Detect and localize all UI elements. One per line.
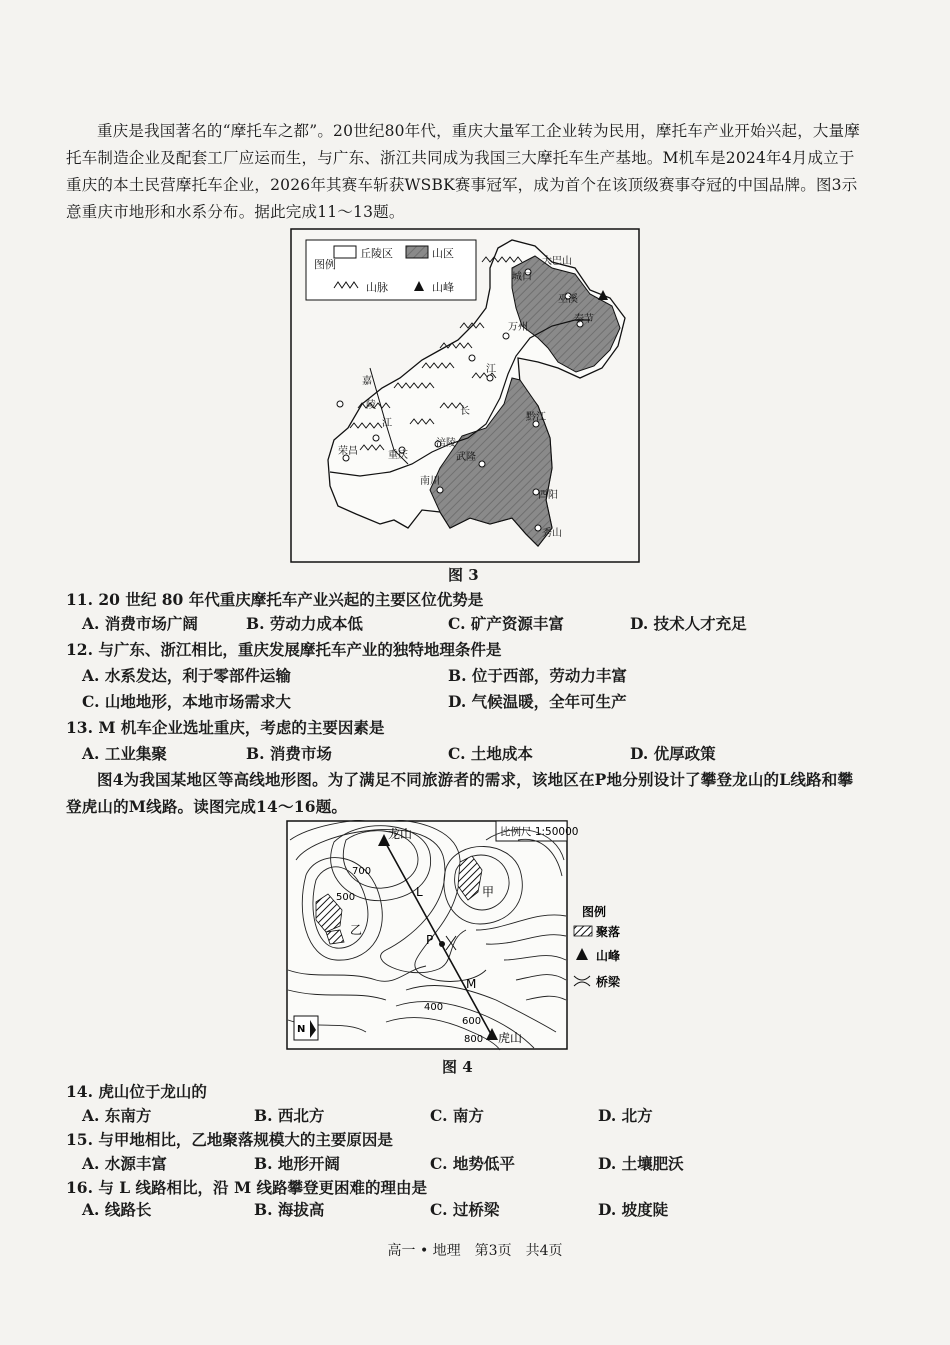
legend-mountain-area-label: 山区 [432, 247, 454, 260]
legend-peak-label-fig4: 山峰 [596, 949, 621, 963]
label-chengkou: 城口 [512, 272, 532, 283]
q15-option-a[interactable]: A. 水源丰富 [82, 1154, 167, 1173]
label-chongqing: 重庆 [388, 450, 408, 461]
figure4-legend-title: 图例 [582, 905, 607, 919]
legend-bridge-label: 桥梁 [596, 975, 621, 989]
label-jia: 嘉 [362, 376, 372, 387]
label-fuling: 涪陵 [436, 438, 456, 449]
q14-stem: 14. 虎山位于龙山的 [66, 1082, 207, 1101]
q12-option-b[interactable]: B. 位于西部，劳动力丰富 [448, 666, 627, 685]
q12-option-d[interactable]: D. 气候温暖，全年可生产 [448, 692, 627, 711]
q11-option-a[interactable]: A. 消费市场广阔 [82, 614, 198, 633]
contour-600: 600 [462, 1016, 482, 1027]
contour-400: 400 [424, 1002, 444, 1013]
label-wuxi: 巫溪 [558, 294, 578, 305]
q15-stem: 15. 与甲地相比，乙地聚落规模大的主要原因是 [66, 1130, 393, 1149]
contour-800: 800 [464, 1034, 484, 1045]
q13-option-b[interactable]: B. 消费市场 [246, 744, 332, 763]
q14-option-b[interactable]: B. 西北方 [254, 1106, 325, 1125]
figure4-legend [574, 904, 621, 989]
legend-settlement-label: 聚落 [596, 925, 621, 939]
q11-option-d[interactable]: D. 技术人才充足 [630, 614, 747, 633]
figure3-legend-title: 图例 [314, 258, 336, 271]
q13-stem: 13. M 机车企业选址重庆，考虑的主要因素是 [66, 718, 385, 737]
q16-option-c[interactable]: C. 过桥梁 [430, 1200, 500, 1219]
q13-option-d[interactable]: D. 优厚政策 [630, 744, 716, 763]
label-jia: 甲 [482, 885, 495, 899]
q15-option-c[interactable]: C. 地势低平 [430, 1154, 515, 1173]
label-route-m: M [466, 977, 477, 991]
figure3-caption: 图 3 [448, 566, 479, 584]
q12-option-a[interactable]: A. 水系发达，利于零部件运输 [82, 666, 291, 685]
figure4-scale: 比例尺 1:50000 [500, 826, 579, 838]
q14-option-c[interactable]: C. 南方 [430, 1106, 484, 1125]
label-fengjie: 奉节 [574, 314, 594, 325]
label-ling: 陵 [366, 400, 376, 411]
q16-option-d[interactable]: D. 坡度陡 [598, 1200, 669, 1219]
label-wulong: 武隆 [456, 452, 476, 463]
figure3-chongqing-map [290, 228, 640, 563]
q14-option-d[interactable]: D. 北方 [598, 1106, 653, 1125]
q12-stem: 12. 与广东、浙江相比，重庆发展摩托车产业的独特地理条件是 [66, 640, 502, 659]
q15-option-d[interactable]: D. 土壤肥沃 [598, 1154, 684, 1173]
legend-peak-label: 山峰 [432, 281, 454, 294]
label-xiushan: 秀山 [542, 528, 562, 539]
legend-hill-label: 丘陵区 [360, 247, 393, 260]
north-arrow-label: N [297, 1024, 306, 1035]
q11-stem: 11. 20 世纪 80 年代重庆摩托车产业兴起的主要区位优势是 [66, 590, 484, 609]
contour-700: 700 [352, 866, 372, 877]
label-qianjiang: 黔江 [526, 412, 546, 423]
q16-option-a[interactable]: A. 线路长 [82, 1200, 152, 1219]
label-wanzhou: 万州 [508, 322, 528, 333]
label-rongchang: 荣昌 [338, 446, 358, 457]
label-dabashan: 大巴山 [542, 256, 572, 267]
label-nanchuan: 南川 [420, 476, 440, 487]
figure3-legend [306, 240, 476, 300]
label-youyang: 酉阳 [538, 490, 558, 501]
q11-option-c[interactable]: C. 矿产资源丰富 [448, 614, 564, 633]
q16-stem: 16. 与 L 线路相比，沿 M 线路攀登更困难的理由是 [66, 1178, 428, 1197]
q15-option-b[interactable]: B. 地形开阔 [254, 1154, 340, 1173]
q16-option-b[interactable]: B. 海拔高 [254, 1200, 325, 1219]
figure4-caption: 图 4 [442, 1058, 473, 1076]
point-p [439, 941, 445, 947]
q14-option-a[interactable]: A. 东南方 [82, 1106, 152, 1125]
passage-chongqing-motorcycle: 重庆是我国著名的“摩托车之都”。20世纪80年代，重庆大量军工企业转为民用，摩托车产业开始兴起，大量摩托车制造企业及配套工厂应运而生，与广东、浙江共同成为我国三大摩托车生产基地。M机车是2024年4月成立于重庆的本土民营摩托车企业，2026年其赛车斩获WSBK赛事冠军，成为首个在该顶级赛事夺冠的中国品牌。图3示意重庆市地形和水系分布。据此完成11～13题。 [66, 122, 860, 221]
label-hushan: 虎山 [498, 1031, 523, 1045]
q12-option-c[interactable]: C. 山地地形，本地市场需求大 [82, 692, 291, 711]
q13-option-a[interactable]: A. 工业集聚 [82, 744, 167, 763]
label-route-l: L [416, 885, 423, 899]
label-longshan: 龙山 [388, 827, 413, 841]
label-yi: 乙 [350, 923, 363, 937]
q13-option-c[interactable]: C. 土地成本 [448, 744, 533, 763]
legend-range-label: 山脉 [366, 281, 388, 294]
label-p: P [426, 933, 434, 947]
label-jiang-yangtze: 江 [486, 364, 496, 375]
label-jiang-jialing: 江 [382, 418, 392, 429]
contour-500: 500 [336, 892, 356, 903]
passage-contour-map: 图4为我国某地区等高线地形图。为了满足不同旅游者的需求，该地区在P地分别设计了攀登龙山的L线路和攀登虎山的M线路。读图完成14～16题。 [66, 770, 854, 816]
q11-option-b[interactable]: B. 劳动力成本低 [246, 614, 363, 633]
page-footer: 高一 • 地理 第3页 共4页 [387, 1243, 563, 1259]
figure4-contour-map [286, 820, 636, 1052]
label-chang: 长 [460, 406, 470, 417]
